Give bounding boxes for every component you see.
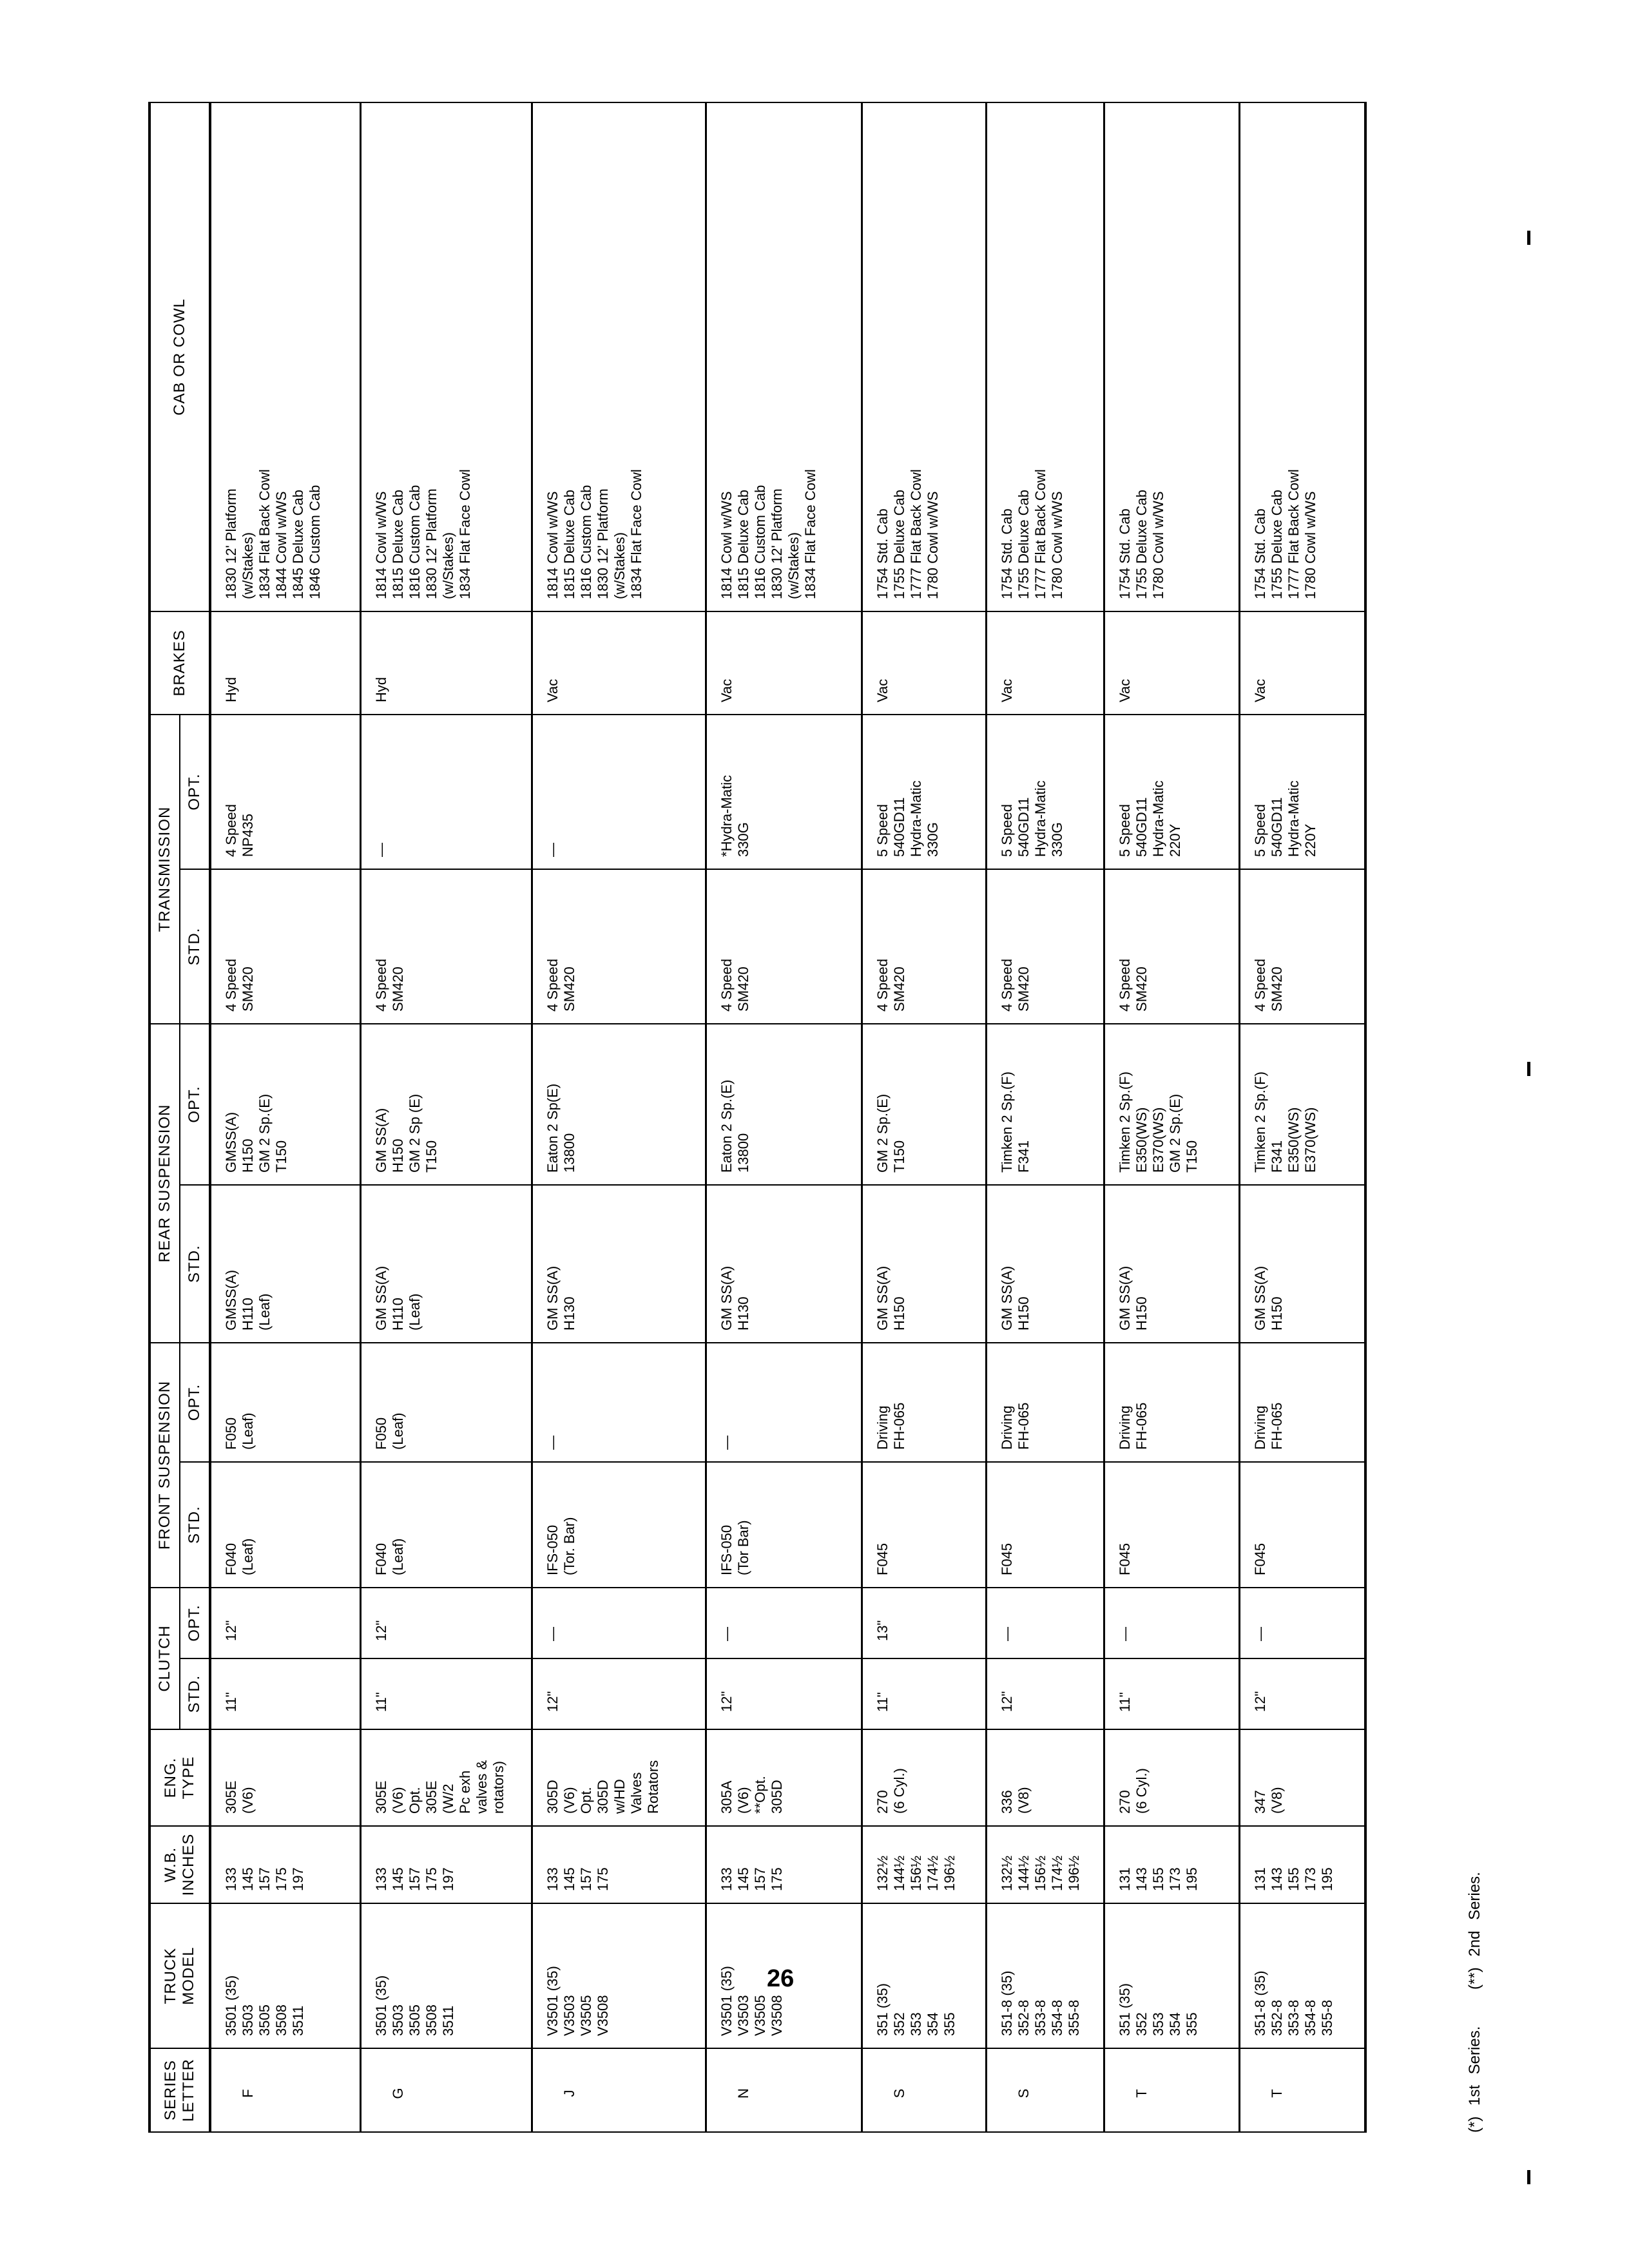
clutch-std: 11"	[1104, 1658, 1239, 1729]
front-suspension-std: F040 (Leaf)	[360, 1462, 532, 1588]
truck-model: 351 (35) 352 353 354 355	[1104, 1903, 1239, 2048]
cab-or-cowl: 1754 Std. Cab 1755 Deluxe Cab 1780 Cowl w/WS	[1104, 102, 1239, 611]
cab-or-cowl: 1754 Std. Cab 1755 Deluxe Cab 1777 Flat Back Cowl 1780 Cowl w/WS	[986, 102, 1104, 611]
header-trans-std: STD.	[180, 869, 210, 1024]
transmission-std: 4 Speed SM420	[532, 869, 706, 1024]
truck-spec-table	[148, 102, 1367, 2133]
transmission-opt: —	[360, 715, 532, 869]
clutch-std: 12"	[1239, 1658, 1365, 1729]
transmission-opt: 5 Speed 540GD11 Hydra-Matic 330G	[986, 715, 1104, 869]
eng-type: 336 (V8)	[986, 1729, 1104, 1826]
rear-suspension-opt: Timken 2 Sp.(F) E350(WS) E370(WS) GM 2 Sp.(E) T150	[1104, 1024, 1239, 1185]
series-letter: G	[360, 2048, 532, 2132]
header-clutch: CLUTCH	[149, 1588, 180, 1729]
clutch-opt: 13"	[862, 1588, 986, 1658]
truck-model: V3501 (35) V3503 V3505 V3508	[532, 1903, 706, 2048]
wb-inches: 132½ 144½ 156½ 174½ 196½	[862, 1826, 986, 1903]
rear-suspension-std: GM SS(A) H110 (Leaf)	[360, 1185, 532, 1343]
rear-suspension-std: GM SS(A) H150	[986, 1185, 1104, 1343]
front-suspension-std: F045	[986, 1462, 1104, 1588]
cab-or-cowl: 1814 Cowl w/WS 1815 Deluxe Cab 1816 Custom Cab 1830 12' Platform (w/Stakes) 1834 Flat Face Cowl	[532, 102, 706, 611]
header-clutch-opt: OPT.	[180, 1588, 210, 1658]
table-row	[706, 102, 862, 2132]
header-wb-inches: W.B. INCHES	[149, 1826, 210, 1903]
cab-or-cowl: 1814 Cowl w/WS 1815 Deluxe Cab 1816 Custom Cab 1830 12' Platform (w/Stakes) 1834 Flat Face Cowl	[706, 102, 862, 611]
rear-suspension-opt: Timken 2 Sp.(F) F341 E350(WS) E370(WS)	[1239, 1024, 1365, 1185]
footnotes	[1466, 1846, 1484, 2133]
clutch-std: 11"	[862, 1658, 986, 1729]
series-letter: T	[1239, 2048, 1365, 2132]
header-truck-model: TRUCK MODEL	[149, 1903, 210, 2048]
rear-suspension-opt: Timken 2 Sp.(F) F341	[986, 1024, 1104, 1185]
margin-tick-center	[1527, 1062, 1530, 1076]
series-letter: J	[532, 2048, 706, 2132]
front-suspension-std: F045	[862, 1462, 986, 1588]
margin-tick-left	[1527, 2170, 1530, 2184]
rear-suspension-opt: Eaton 2 Sp.(E) 13800	[706, 1024, 862, 1185]
truck-model: 351-8 (35) 352-8 353-8 354-8 355-8	[1239, 1903, 1365, 2048]
table-body	[210, 102, 1365, 2132]
front-suspension-std: F040 (Leaf)	[210, 1462, 360, 1588]
truck-model: 351 (35) 352 353 354 355	[862, 1903, 986, 2048]
truck-model: 3501 (35) 3503 3505 3508 3511	[210, 1903, 360, 2048]
wb-inches: 132½ 144½ 156½ 174½ 196½	[986, 1826, 1104, 1903]
eng-type: 270 (6 Cyl.)	[1104, 1729, 1239, 1826]
transmission-opt: 5 Speed 540GD11 Hydra-Matic 220Y	[1239, 715, 1365, 869]
front-suspension-std: F045	[1239, 1462, 1365, 1588]
rear-suspension-std: GM SS(A) H130	[532, 1185, 706, 1343]
header-trans-opt: OPT.	[180, 715, 210, 869]
brakes: Vac	[532, 611, 706, 715]
clutch-opt: —	[1239, 1588, 1365, 1658]
rear-suspension-opt: Eaton 2 Sp(E) 13800	[532, 1024, 706, 1185]
series-letter: F	[210, 2048, 360, 2132]
table-row	[862, 102, 986, 2132]
clutch-opt: —	[1104, 1588, 1239, 1658]
header-eng-type: ENG. TYPE	[149, 1729, 210, 1826]
wb-inches: 133 145 157 175 197	[360, 1826, 532, 1903]
rear-suspension-opt: GMSS(A) H150 GM 2 Sp.(E) T150	[210, 1024, 360, 1185]
brakes: Vac	[706, 611, 862, 715]
brakes: Vac	[862, 611, 986, 715]
clutch-opt: —	[706, 1588, 862, 1658]
eng-type: 347 (V8)	[1239, 1729, 1365, 1826]
brakes: Vac	[1104, 611, 1239, 715]
footnote-second-series: (**) 2nd Series.	[1466, 1872, 1483, 1990]
eng-type: 305E (V6) Opt. 305E (W/2 Pc exh valves & rotators)	[360, 1729, 532, 1826]
eng-type: 305E (V6)	[210, 1729, 360, 1826]
table-row	[532, 102, 706, 2132]
series-letter: N	[706, 2048, 862, 2132]
header-front-suspension: FRONT SUSPENSION	[149, 1343, 180, 1588]
clutch-opt: —	[532, 1588, 706, 1658]
front-suspension-opt: —	[706, 1343, 862, 1462]
truck-model: 3501 (35) 3503 3505 3508 3511	[360, 1903, 532, 2048]
table-row	[1239, 102, 1365, 2132]
rear-suspension-std: GMSS(A) H110 (Leaf)	[210, 1185, 360, 1343]
transmission-opt: 5 Speed 540GD11 Hydra-Matic 220Y	[1104, 715, 1239, 869]
front-suspension-std: F045	[1104, 1462, 1239, 1588]
table-row	[210, 102, 360, 2132]
clutch-std: 11"	[210, 1658, 360, 1729]
wb-inches: 131 143 155 173 195	[1239, 1826, 1365, 1903]
header-front-opt: OPT.	[180, 1343, 210, 1462]
brakes: Hyd	[360, 611, 532, 715]
eng-type: 305D (V6) Opt. 305D w/HD Valves Rotators	[532, 1729, 706, 1826]
brakes: Hyd	[210, 611, 360, 715]
rear-suspension-std: GM SS(A) H150	[862, 1185, 986, 1343]
eng-type: 305A (V6) **Opt. 305D	[706, 1729, 862, 1826]
cab-or-cowl: 1830 12' Platform (w/Stakes) 1834 Flat Back Cowl 1844 Cowl w/WS 1845 Deluxe Cab 1846 Custom Cab	[210, 102, 360, 611]
transmission-std: 4 Speed SM420	[862, 869, 986, 1024]
transmission-std: 4 Speed SM420	[1239, 869, 1365, 1024]
clutch-opt: 12"	[210, 1588, 360, 1658]
eng-type: 270 (6 Cyl.)	[862, 1729, 986, 1826]
brakes: Vac	[1239, 611, 1365, 715]
footnote-first-series: (*) 1st Series.	[1466, 2026, 1483, 2133]
margin-tick-right	[1527, 231, 1530, 245]
table-row	[986, 102, 1104, 2132]
cab-or-cowl: 1754 Std. Cab 1755 Deluxe Cab 1777 Flat Back Cowl 1780 Cowl w/WS	[1239, 102, 1365, 611]
rear-suspension-opt: GM SS(A) H150 GM 2 Sp (E) T150	[360, 1024, 532, 1185]
transmission-opt: 5 Speed 540GD11 Hydra-Matic 330G	[862, 715, 986, 869]
truck-model: V3501 (35) V3503 V3505 V3508	[706, 1903, 862, 2048]
clutch-std: 12"	[706, 1658, 862, 1729]
clutch-opt: 12"	[360, 1588, 532, 1658]
series-letter: T	[1104, 2048, 1239, 2132]
rear-suspension-opt: GM 2 Sp.(E) T150	[862, 1024, 986, 1185]
front-suspension-opt: Driving FH-065	[986, 1343, 1104, 1462]
clutch-opt: —	[986, 1588, 1104, 1658]
wb-inches: 133 145 157 175	[706, 1826, 862, 1903]
header-rear-std: STD.	[180, 1185, 210, 1343]
transmission-opt: —	[532, 715, 706, 869]
header-rear-suspension: REAR SUSPENSION	[149, 1024, 180, 1343]
transmission-std: 4 Speed SM420	[360, 869, 532, 1024]
clutch-std: 12"	[986, 1658, 1104, 1729]
header-brakes: BRAKES	[149, 611, 210, 715]
table-row	[1104, 102, 1239, 2132]
transmission-std: 4 Speed SM420	[1104, 869, 1239, 1024]
header-rear-opt: OPT.	[180, 1024, 210, 1185]
brakes: Vac	[986, 611, 1104, 715]
table-row	[360, 102, 532, 2132]
wb-inches: 133 145 157 175	[532, 1826, 706, 1903]
wb-inches: 131 143 155 173 195	[1104, 1826, 1239, 1903]
header-transmission: TRANSMISSION	[149, 715, 180, 1024]
wb-inches: 133 145 157 175 197	[210, 1826, 360, 1903]
front-suspension-opt: —	[532, 1343, 706, 1462]
page-number: 26	[767, 1965, 795, 1992]
front-suspension-opt: Driving FH-065	[1104, 1343, 1239, 1462]
front-suspension-opt: F050 (Leaf)	[210, 1343, 360, 1462]
front-suspension-opt: Driving FH-065	[862, 1343, 986, 1462]
truck-model: 351-8 (35) 352-8 353-8 354-8 355-8	[986, 1903, 1104, 2048]
series-letter: S	[986, 2048, 1104, 2132]
front-suspension-std: IFS-050 (Tor. Bar)	[532, 1462, 706, 1588]
transmission-std: 4 Speed SM420	[986, 869, 1104, 1024]
transmission-std: 4 Speed SM420	[210, 869, 360, 1024]
rear-suspension-std: GM SS(A) H150	[1104, 1185, 1239, 1343]
transmission-opt: 4 Speed NP435	[210, 715, 360, 869]
front-suspension-std: IFS-050 (Tor Bar)	[706, 1462, 862, 1588]
header-cab-or-cowl: CAB OR COWL	[149, 102, 210, 611]
transmission-opt: *Hydra-Matic 330G	[706, 715, 862, 869]
header-series-letter: SERIES LETTER	[149, 2048, 210, 2132]
clutch-std: 11"	[360, 1658, 532, 1729]
cab-or-cowl: 1754 Std. Cab 1755 Deluxe Cab 1777 Flat Back Cowl 1780 Cowl w/WS	[862, 102, 986, 611]
clutch-std: 12"	[532, 1658, 706, 1729]
series-letter: S	[862, 2048, 986, 2132]
front-suspension-opt: Driving FH-065	[1239, 1343, 1365, 1462]
rear-suspension-std: GM SS(A) H150	[1239, 1185, 1365, 1343]
cab-or-cowl: 1814 Cowl w/WS 1815 Deluxe Cab 1816 Custom Cab 1830 12' Platform (w/Stakes) 1834 Flat Face Cowl	[360, 102, 532, 611]
header-front-std: STD.	[180, 1462, 210, 1588]
rear-suspension-std: GM SS(A) H130	[706, 1185, 862, 1343]
header-clutch-std: STD.	[180, 1658, 210, 1729]
front-suspension-opt: F050 (Leaf)	[360, 1343, 532, 1462]
transmission-std: 4 Speed SM420	[706, 869, 862, 1024]
